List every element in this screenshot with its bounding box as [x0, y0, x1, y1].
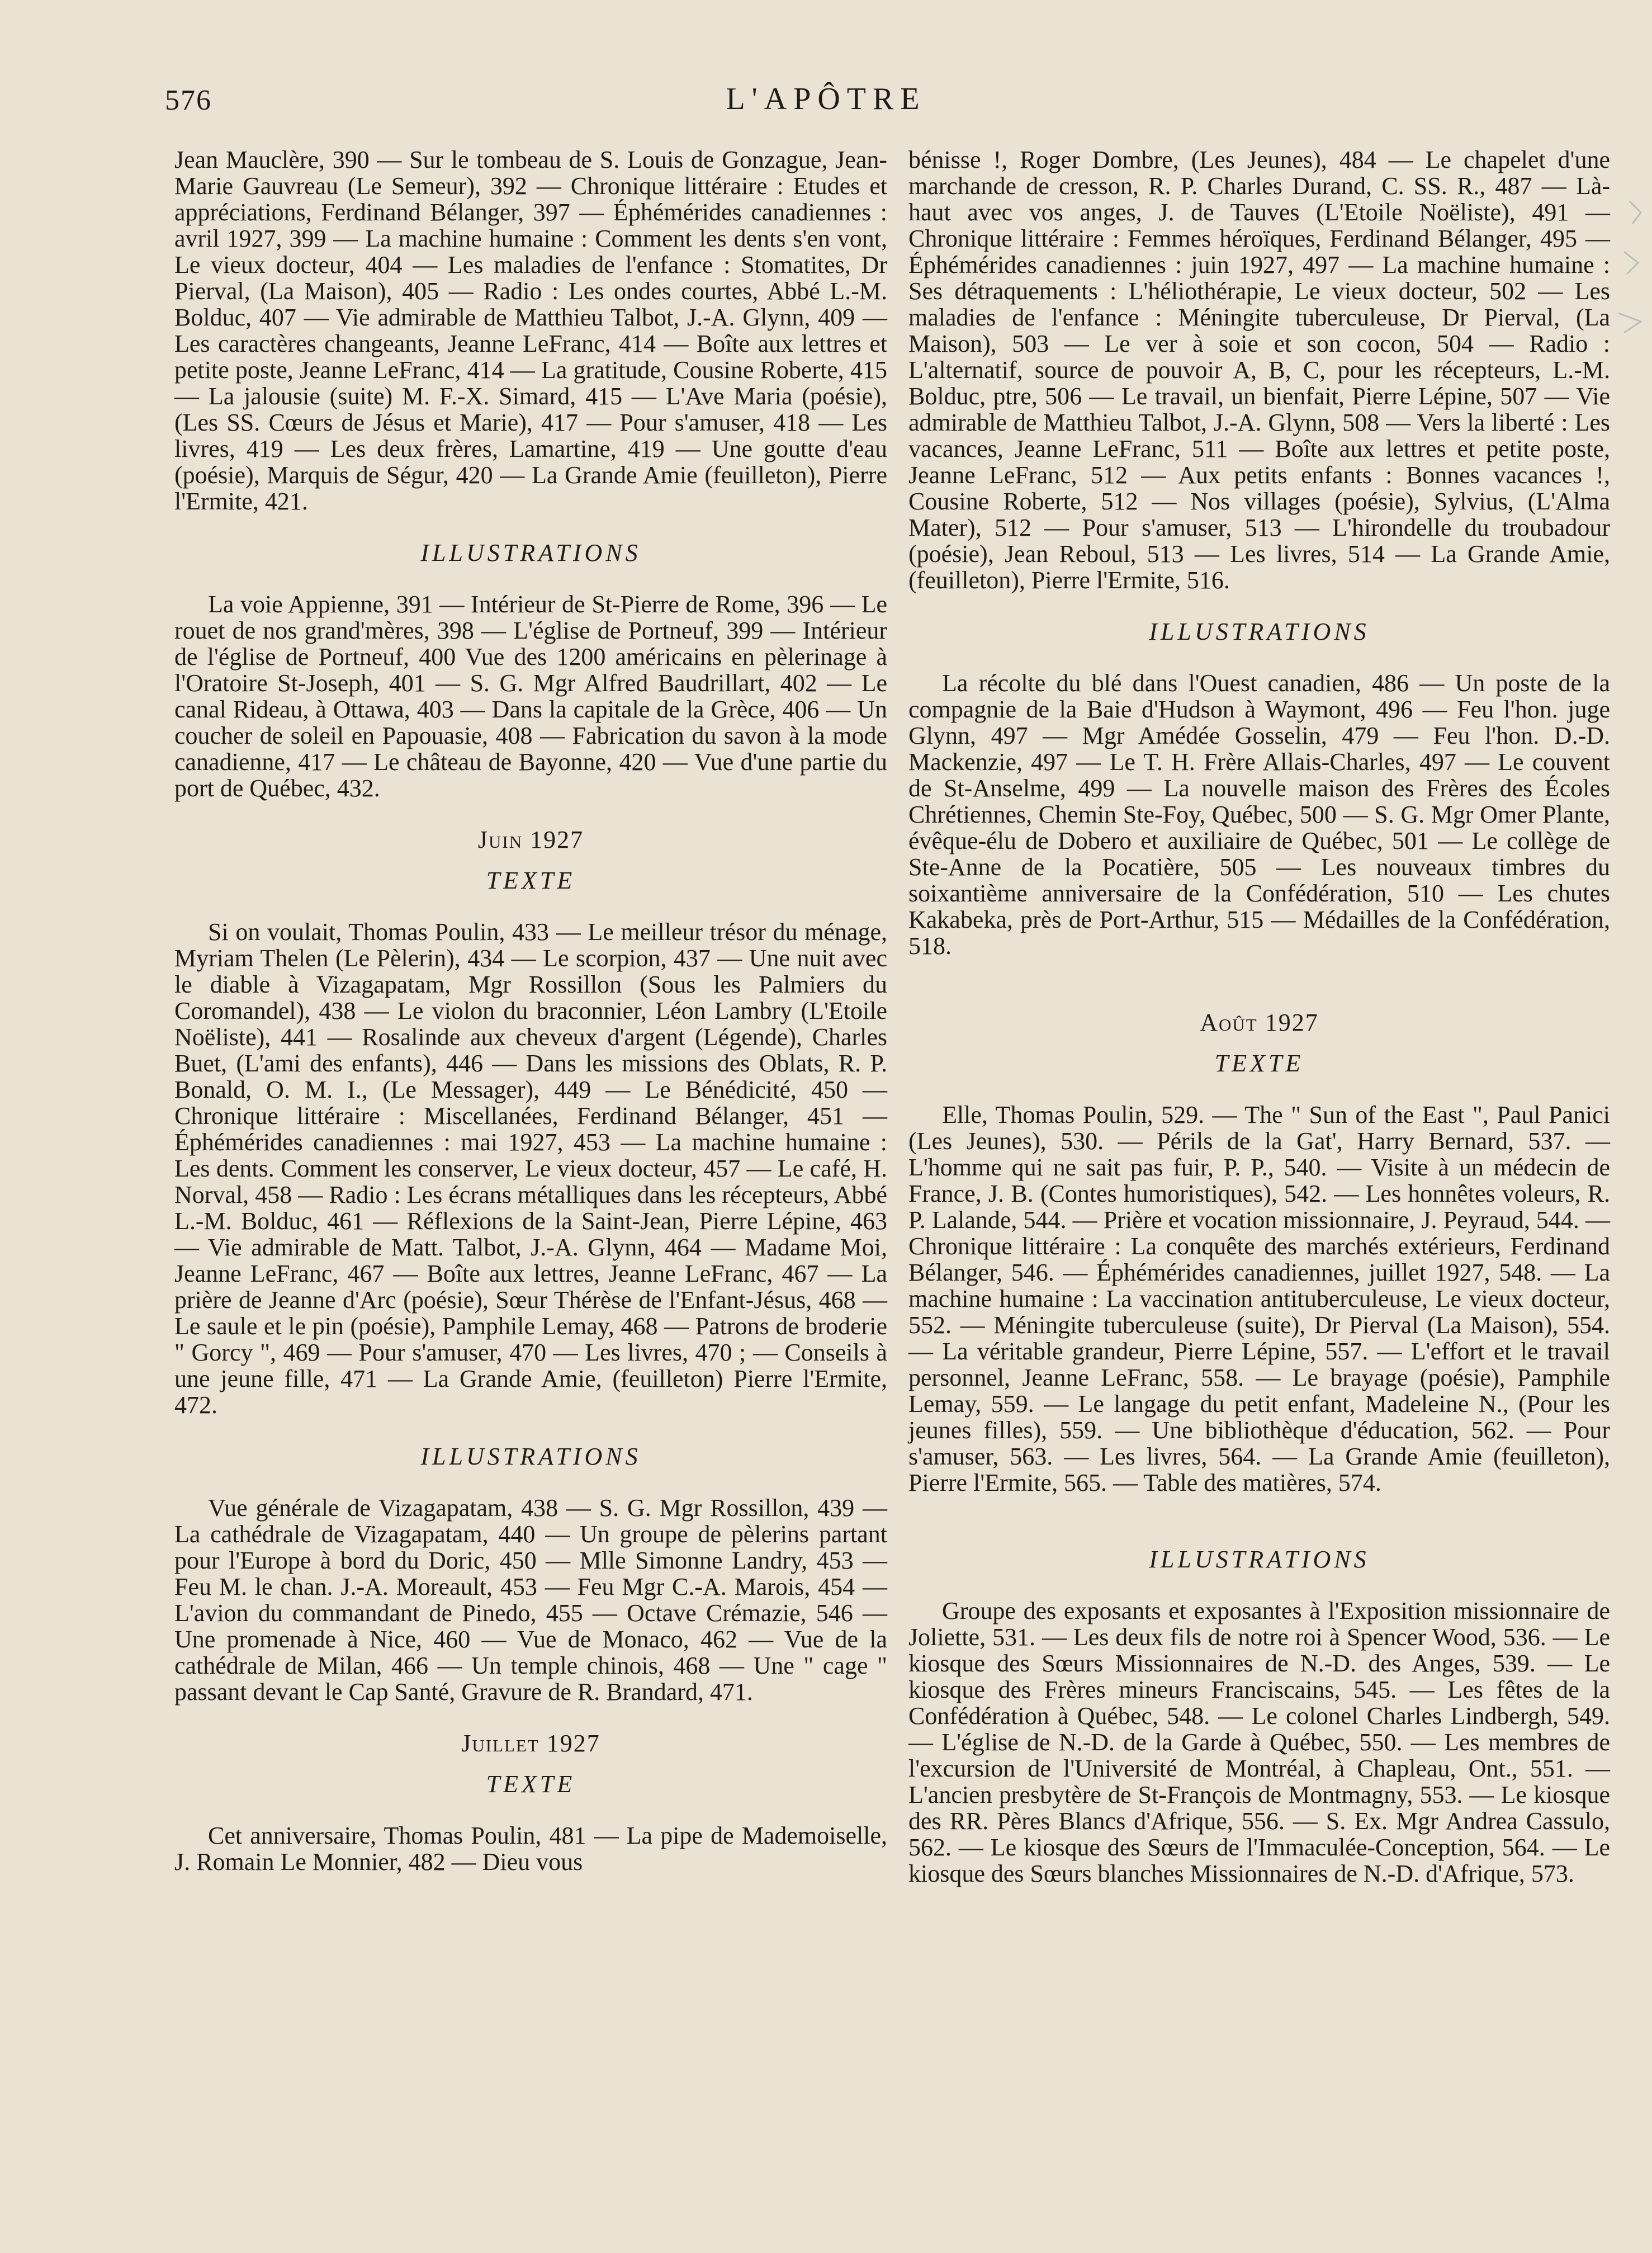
month-heading-june: Juin 1927 [477, 826, 584, 853]
section-heading-texte: TEXTE [1214, 1050, 1304, 1077]
page-number: 576 [165, 84, 212, 116]
july-illustrations-paragraph: La récolte du blé dans l'Ouest canadien, 486 — Un poste de la compagnie de la Baie d'Hudson à Waymont, 496 — Feu l'hon. juge Glynn, 497 — Mgr Amédée Gosselin, 479 — Feu l'hon. D.-D. Mackenzie, 497 — Le T. H. Frère Allais-Charles, 497 — Le couvent de St-Anselme, 499 — La nouvelle maison des Frères des Écoles Chrétiennes, Chemin Ste-Foy, Québec, 500 — S. G. Mgr Omer Plante, évêque-élu de Dobero et auxiliaire de Québec, 501 — Le collège de Ste-Anne de la Pocatière, 505 — Les nouveaux timbres du soixantième anniversaire de la Confédération, 510 — Les chutes Kakabeka, près de Port-Arthur, 515 — Médailles de la Confédération, 518. [908, 669, 1610, 960]
july-texte-paragraph-continued: bénisse !, Roger Dombre, (Les Jeunes), 484 — Le chapelet d'une marchande de cresson, R. P. Charles Durand, C. SS. R., 487 — Là-haut avec vos anges, J. de Tauves (L'Etoile Noëliste), 491 — Chronique littéraire : Femmes héroïques, Ferdinand Bélanger, 495 — Éphémérides canadiennes : juin 1927, 497 — La machine humaine : Ses détraquements : L'héliothérapie, Le vieux docteur, 502 — Les maladies de l'enfance : Méningite tuberculeuse, Dr Pierval, (La Maison), 503 — Le ver à soie et son cocon, 504 — Radio : L'alternatif, source de pouvoir A, B, C, pour les récepteurs, L.-M. Bolduc, ptre, 506 — Le travail, un bienfait, Pierre Lépine, 507 — Vie admirable de Matthieu Talbot, J.-A. Glynn, 508 — Vers la liberté : Les vacances, Jeanne LeFranc, 511 — Boîte aux lettres et petite poste, Jeanne LeFranc, 512 — Aux petits enfants : Bonnes vacances !, Cousine Roberte, 512 — Nos villages (poésie), Sylvius, (L'Alma Mater), 512 — Pour s'amuser, 513 — L'hirondelle du troubadour (poésie), Jean Reboul, 513 — Les livres, 514 — La Grande Amie, (feuilleton), Pierre l'Ermite, 516. [908, 146, 1610, 594]
august-texte-paragraph: Elle, Thomas Poulin, 529. — The " Sun of the East ", Paul Panici (Les Jeunes), 530. — Périls de la Gat', Harry Bernard, 537. — L'homme qui ne sait pas fuir, P. P., 540. — Visite à un médecin de France, J. B. (Contes humoristiques), 542. — Les honnêtes voleurs, R. P. Lalande, 544. — Prière et vocation missionnaire, J. Peyraud, 544. — Chronique littéraire : La conquête des marchés extérieurs, Ferdinand Bélanger, 546. — Éphémérides canadiennes, juillet 1927, 548. — La machine humaine : La vaccination antituberculeuse, Le vieux docteur, 552. — Méningite tuberculeuse (suite), Dr Pierval (La Maison), 554. — La véritable grandeur, Pierre Lépine, 557. — L'effort et le travail personnel, Jeanne LeFranc, 558. — Le brayage (poésie), Pamphile Lemay, 559. — Le langage du petit enfant, Madeleine N., (Pour les jeunes filles), 559. — Une bibliothèque d'éducation, 562. — Pour s'amuser, 563. — Les livres, 564. — La Grande Amie (feuilleton), Pierre l'Ermite, 565. — Table des matières, 574. [908, 1101, 1610, 1496]
month-heading-august: Août 1927 [1200, 1009, 1319, 1036]
paper-edge-scuff [1607, 190, 1652, 358]
left-column [174, 147, 887, 1875]
month-heading-july: Juillet 1927 [461, 1730, 600, 1757]
may-illustrations-paragraph: La voie Appienne, 391 — Intérieur de St-Pierre de Rome, 396 — Le rouet de nos grand'mères, 398 — L'église de Portneuf, 399 — Intérieur de l'église de Portneuf, 400 Vue des 1200 américains en pèlerinage à l'Oratoire St-Joseph, 401 — S. G. Mgr Alfred Baudrillart, 402 — Le canal Rideau, à Ottawa, 403 — Dans la capitale de la Grèce, 406 — Un coucher de soleil en Papouasie, 408 — Fabrication du savon à la mode canadienne, 417 — Le château de Bayonne, 420 — Vue d'une partie du port de Québec, 432. [174, 591, 887, 802]
section-heading-texte: TEXTE [486, 1770, 576, 1798]
may-texte-continued: Jean Mauclère, 390 — Sur le tombeau de S. Louis de Gonzague, Jean-Marie Gauvreau (Le Semeur), 392 — Chronique littéraire : Etudes et appréciations, Ferdinand Bélanger, 397 — Éphémérides canadiennes : avril 1927, 399 — La machine humaine : Comment les dents s'en vont, Le vieux docteur, 404 — Les maladies de l'enfance : Stomatites, Dr Pierval, (La Maison), 405 — Radio : Les ondes courtes, Abbé L.-M. Bolduc, 407 — Vie admirable de Matthieu Talbot, J.-A. Glynn, 409 — Les caractères changeants, Jeanne LeFranc, 414 — Boîte aux lettres et petite poste, Jeanne LeFranc, 414 — La gratitude, Cousine Roberte, 415 — La jalousie (suite) M. F.-X. Simard, 415 — L'Ave Maria (poésie), (Les SS. Cœurs de Jésus et Marie), 417 — Pour s'amuser, 418 — Les livres, 419 — Les deux frères, Lamartine, 419 — Une goutte d'eau (poésie), Marquis de Ségur, 420 — La Grande Amie (feuilleton), Pierre l'Ermite, 421. [174, 146, 887, 515]
july-texte-paragraph-start: Cet anniversaire, Thomas Poulin, 481 — La pipe de Mademoiselle, J. Romain Le Monnier, 482 — Dieu vous [174, 1822, 887, 1876]
section-heading-texte: TEXTE [486, 867, 576, 894]
right-column [908, 147, 1610, 1887]
june-texte-paragraph: Si on voulait, Thomas Poulin, 433 — Le meilleur trésor du ménage, Myriam Thelen (Le Pèlerin), 434 — Le scorpion, 437 — Une nuit avec le diable à Vizagapatam, Mgr Rossillon (Sous les Palmiers du Coromandel), 438 — Le violon du braconnier, Léon Lambry (L'Etoile Noëliste), 441 — Rosalinde aux cheveux d'argent (Légende), Charles Buet, (L'ami des enfants), 446 — Dans les missions des Oblats, R. P. Bonald, O. M. I., (Le Messager), 449 — Le Bénédicité, 450 — Chronique littéraire : Miscellanées, Ferdinand Bélanger, 451 — Éphémérides canadiennes : mai 1927, 453 — La machine humaine : Les dents. Comment les conserver, Le vieux docteur, 457 — Le café, H. Norval, 458 — Radio : Les écrans métalliques dans les récepteurs, Abbé L.-M. Bolduc, 461 — Réflexions de la Saint-Jean, Pierre Lépine, 463 — Vie admirable de Matt. Talbot, J.-A. Glynn, 464 — Madame Moi, Jeanne LeFranc, 467 — Boîte aux lettres, Jeanne LeFranc, 467 — La prière de Jeanne d'Arc (poésie), Sœur Thérèse de l'Enfant-Jésus, 468 — Le saule et le pin (poésie), Pamphile Lemay, 468 — Patrons de broderie " Gorcy ", 469 — Pour s'amuser, 470 — Les livres, 470 ; — Conseils à une jeune fille, 471 — La Grande Amie, (feuilleton) Pierre l'Ermite, 472. [174, 918, 887, 1419]
section-heading-illustrations: ILLUSTRATIONS [420, 539, 641, 566]
section-heading-illustrations: ILLUSTRATIONS [420, 1443, 641, 1470]
running-title: L'APÔTRE [726, 82, 926, 116]
june-illustrations-paragraph: Vue générale de Vizagapatam, 438 — S. G. Mgr Rossillon, 439 — La cathédrale de Vizagapatam, 440 — Un groupe de pèlerins partant pour l'Europe à bord du Doric, 450 — Mlle Simonne Landry, 453 — Feu M. le chan. J.-A. Moreault, 453 — Feu Mgr C.-A. Marois, 454 — L'avion du commandant de Pinedo, 455 — Octave Crémazie, 546 — Une promenade à Nice, 460 — Vue de Monaco, 462 — Vue de la cathédrale de Milan, 466 — Un temple chinois, 468 — Une " cage " passant devant le Cap Santé, Gravure de R. Brandard, 471. [174, 1494, 887, 1706]
august-illustrations-paragraph: Groupe des exposants et exposantes à l'Exposition missionnaire de Joliette, 531. — Les deux fils de notre roi à Spencer Wood, 536. — Le kiosque des Sœurs Missionnaires de N.-D. des Anges, 539. — Le kiosque des Frères mineurs Franciscains, 545. — Les fêtes de la Confédération à Québec, 548. — Le colonel Charles Lindbergh, 549. — L'église de N.-D. de la Garde à Québec, 550. — Les membres de l'excursion de l'Université de Montréal, à Chapleau, Ont., 551. — L'ancien presbytère de St-François de Montmagny, 553. — Le kiosque des RR. Pères Blancs d'Afrique, 556. — S. Ex. Mgr Andrea Cassulo, 562. — Le kiosque des Sœurs de l'Immaculée-Conception, 564. — Le kiosque des Sœurs blanches Missionnaires de N.-D. d'Afrique, 573. [908, 1597, 1610, 1887]
section-heading-illustrations: ILLUSTRATIONS [1149, 1546, 1370, 1573]
section-heading-illustrations: ILLUSTRATIONS [1149, 618, 1370, 645]
